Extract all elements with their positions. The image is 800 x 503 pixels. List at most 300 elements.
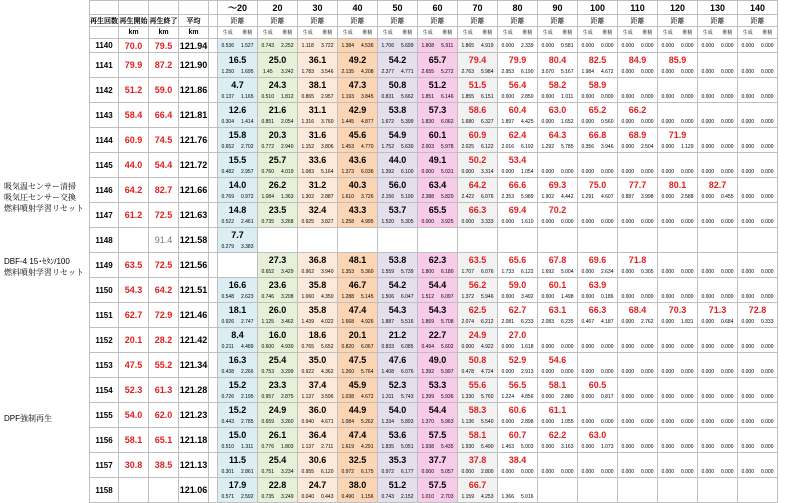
- segment-cell[interactable]: [618, 453, 658, 478]
- segment-cell[interactable]: [298, 128, 338, 153]
- regen-start[interactable]: 62.7: [119, 303, 149, 328]
- segment-cell[interactable]: [738, 378, 778, 403]
- segment-cell[interactable]: [698, 428, 738, 453]
- segment-cell[interactable]: [498, 103, 538, 128]
- segment-cell[interactable]: [338, 428, 378, 453]
- segment-cell[interactable]: [298, 453, 338, 478]
- segment-cell[interactable]: [538, 53, 578, 78]
- regen-end[interactable]: 61.3: [149, 378, 179, 403]
- segment-cell[interactable]: [658, 353, 698, 378]
- segment-cell[interactable]: [738, 53, 778, 78]
- segment-cell[interactable]: [698, 153, 738, 178]
- segment-cell[interactable]: [258, 403, 298, 428]
- segment-cell[interactable]: [578, 353, 618, 378]
- segment-cell[interactable]: [738, 203, 778, 228]
- regen-start[interactable]: 44.0: [119, 153, 149, 178]
- segment-cell[interactable]: [298, 378, 338, 403]
- segment-cell[interactable]: [458, 78, 498, 103]
- segment-cell[interactable]: [458, 378, 498, 403]
- segment-cell[interactable]: [738, 39, 778, 53]
- segment-cell[interactable]: [698, 478, 738, 503]
- regen-end[interactable]: 64.2: [149, 278, 179, 303]
- avg-value[interactable]: 121.42: [179, 328, 209, 353]
- segment-cell[interactable]: [218, 328, 258, 353]
- segment-cell[interactable]: [298, 53, 338, 78]
- segment-cell[interactable]: [698, 203, 738, 228]
- segment-cell[interactable]: [338, 128, 378, 153]
- segment-cell[interactable]: [258, 178, 298, 203]
- segment-cell[interactable]: [498, 153, 538, 178]
- segment-cell[interactable]: [658, 39, 698, 53]
- segment-cell[interactable]: [618, 328, 658, 353]
- segment-cell[interactable]: [458, 278, 498, 303]
- segment-cell[interactable]: [538, 153, 578, 178]
- segment-cell[interactable]: [578, 428, 618, 453]
- regen-start[interactable]: 20.1: [119, 328, 149, 353]
- regen-start[interactable]: 64.2: [119, 178, 149, 203]
- segment-cell[interactable]: [658, 453, 698, 478]
- segment-cell[interactable]: [338, 103, 378, 128]
- segment-cell[interactable]: [258, 253, 298, 278]
- segment-cell[interactable]: [538, 428, 578, 453]
- regen-start[interactable]: 63.5: [119, 253, 149, 278]
- segment-cell[interactable]: [618, 353, 658, 378]
- segment-cell[interactable]: [738, 253, 778, 278]
- segment-cell[interactable]: [658, 253, 698, 278]
- segment-cell[interactable]: [698, 78, 738, 103]
- segment-cell[interactable]: [218, 353, 258, 378]
- segment-cell[interactable]: [218, 253, 258, 278]
- segment-cell[interactable]: [418, 428, 458, 453]
- segment-cell[interactable]: [698, 378, 738, 403]
- avg-value[interactable]: 121.72: [179, 153, 209, 178]
- segment-cell[interactable]: [698, 328, 738, 353]
- segment-cell[interactable]: [218, 203, 258, 228]
- segment-cell[interactable]: [498, 478, 538, 503]
- segment-cell[interactable]: [698, 303, 738, 328]
- segment-cell[interactable]: [698, 353, 738, 378]
- segment-cell[interactable]: [418, 39, 458, 53]
- segment-cell[interactable]: [418, 303, 458, 328]
- segment-cell[interactable]: [218, 478, 258, 503]
- avg-value[interactable]: 121.86: [179, 78, 209, 103]
- segment-cell[interactable]: [498, 378, 538, 403]
- segment-cell[interactable]: [458, 478, 498, 503]
- segment-cell[interactable]: [738, 428, 778, 453]
- segment-cell[interactable]: [338, 53, 378, 78]
- segment-cell[interactable]: [658, 203, 698, 228]
- segment-cell[interactable]: [258, 478, 298, 503]
- segment-cell[interactable]: [338, 303, 378, 328]
- segment-cell[interactable]: [378, 453, 418, 478]
- segment-cell[interactable]: [338, 353, 378, 378]
- segment-cell[interactable]: [738, 128, 778, 153]
- regen-end[interactable]: 59.0: [149, 78, 179, 103]
- segment-cell[interactable]: [618, 178, 658, 203]
- segment-cell[interactable]: [258, 453, 298, 478]
- segment-cell[interactable]: [418, 478, 458, 503]
- segment-cell[interactable]: [378, 478, 418, 503]
- segment-cell[interactable]: [618, 153, 658, 178]
- segment-cell[interactable]: [298, 303, 338, 328]
- segment-cell[interactable]: [498, 328, 538, 353]
- segment-cell[interactable]: [498, 78, 538, 103]
- segment-cell[interactable]: [378, 253, 418, 278]
- segment-cell[interactable]: [658, 378, 698, 403]
- segment-cell[interactable]: [338, 453, 378, 478]
- avg-value[interactable]: 121.13: [179, 453, 209, 478]
- segment-cell[interactable]: [218, 228, 258, 253]
- segment-cell[interactable]: [258, 103, 298, 128]
- segment-cell[interactable]: [578, 303, 618, 328]
- segment-cell[interactable]: [658, 278, 698, 303]
- avg-value[interactable]: 121.28: [179, 378, 209, 403]
- segment-cell[interactable]: [458, 203, 498, 228]
- segment-cell[interactable]: [338, 203, 378, 228]
- segment-cell[interactable]: [298, 103, 338, 128]
- segment-cell[interactable]: [538, 353, 578, 378]
- segment-cell[interactable]: [258, 278, 298, 303]
- segment-cell[interactable]: [298, 228, 338, 253]
- segment-cell[interactable]: [338, 328, 378, 353]
- avg-value[interactable]: 121.23: [179, 403, 209, 428]
- regen-start[interactable]: 61.2: [119, 203, 149, 228]
- segment-cell[interactable]: [698, 103, 738, 128]
- segment-cell[interactable]: [338, 178, 378, 203]
- segment-cell[interactable]: [458, 228, 498, 253]
- segment-cell[interactable]: [658, 303, 698, 328]
- segment-cell[interactable]: [298, 253, 338, 278]
- segment-cell[interactable]: [298, 353, 338, 378]
- avg-value[interactable]: 121.56: [179, 253, 209, 278]
- regen-start[interactable]: [119, 478, 149, 503]
- segment-cell[interactable]: [258, 128, 298, 153]
- avg-value[interactable]: 121.66: [179, 178, 209, 203]
- segment-cell[interactable]: [618, 278, 658, 303]
- segment-cell[interactable]: [218, 453, 258, 478]
- regen-end[interactable]: 65.1: [149, 428, 179, 453]
- segment-cell[interactable]: [578, 478, 618, 503]
- segment-cell[interactable]: [458, 253, 498, 278]
- regen-end[interactable]: 74.5: [149, 128, 179, 153]
- segment-cell[interactable]: [258, 203, 298, 228]
- segment-cell[interactable]: [298, 203, 338, 228]
- segment-cell[interactable]: [258, 153, 298, 178]
- regen-end[interactable]: 38.5: [149, 453, 179, 478]
- segment-cell[interactable]: [498, 178, 538, 203]
- regen-end[interactable]: 62.0: [149, 403, 179, 428]
- segment-cell[interactable]: [378, 178, 418, 203]
- segment-cell[interactable]: [418, 453, 458, 478]
- segment-cell[interactable]: [738, 478, 778, 503]
- segment-cell[interactable]: [458, 453, 498, 478]
- regen-end[interactable]: 72.5: [149, 203, 179, 228]
- segment-cell[interactable]: [418, 328, 458, 353]
- segment-cell[interactable]: [498, 53, 538, 78]
- segment-cell[interactable]: [218, 128, 258, 153]
- segment-cell[interactable]: [498, 253, 538, 278]
- segment-cell[interactable]: [498, 453, 538, 478]
- segment-cell[interactable]: [618, 303, 658, 328]
- avg-value[interactable]: 121.18: [179, 428, 209, 453]
- avg-value[interactable]: 121.90: [179, 53, 209, 78]
- segment-cell[interactable]: [258, 53, 298, 78]
- regen-start[interactable]: 54.3: [119, 278, 149, 303]
- segment-cell[interactable]: [418, 103, 458, 128]
- regen-end[interactable]: 91.4: [149, 228, 179, 253]
- segment-cell[interactable]: [378, 428, 418, 453]
- segment-cell[interactable]: [258, 78, 298, 103]
- segment-cell[interactable]: [218, 39, 258, 53]
- segment-cell[interactable]: [698, 253, 738, 278]
- segment-cell[interactable]: [378, 53, 418, 78]
- segment-cell[interactable]: [738, 353, 778, 378]
- segment-cell[interactable]: [538, 478, 578, 503]
- avg-value[interactable]: 121.46: [179, 303, 209, 328]
- segment-cell[interactable]: [618, 228, 658, 253]
- segment-cell[interactable]: [658, 153, 698, 178]
- segment-cell[interactable]: [498, 403, 538, 428]
- avg-value[interactable]: 121.76: [179, 128, 209, 153]
- regen-start[interactable]: 58.1: [119, 428, 149, 453]
- segment-cell[interactable]: [738, 103, 778, 128]
- segment-cell[interactable]: [458, 328, 498, 353]
- segment-cell[interactable]: [498, 303, 538, 328]
- segment-cell[interactable]: [578, 278, 618, 303]
- segment-cell[interactable]: [218, 103, 258, 128]
- segment-cell[interactable]: [418, 203, 458, 228]
- segment-cell[interactable]: [378, 403, 418, 428]
- segment-cell[interactable]: [738, 78, 778, 103]
- segment-cell[interactable]: [218, 53, 258, 78]
- segment-cell[interactable]: [218, 428, 258, 453]
- segment-cell[interactable]: [738, 178, 778, 203]
- segment-cell[interactable]: [578, 453, 618, 478]
- segment-cell[interactable]: [458, 403, 498, 428]
- segment-cell[interactable]: [258, 428, 298, 453]
- segment-cell[interactable]: [578, 178, 618, 203]
- segment-cell[interactable]: [298, 328, 338, 353]
- segment-cell[interactable]: [378, 78, 418, 103]
- segment-cell[interactable]: [658, 128, 698, 153]
- segment-cell[interactable]: [578, 128, 618, 153]
- segment-cell[interactable]: [578, 403, 618, 428]
- segment-cell[interactable]: [298, 278, 338, 303]
- segment-cell[interactable]: [498, 203, 538, 228]
- segment-cell[interactable]: [498, 39, 538, 53]
- segment-cell[interactable]: [458, 53, 498, 78]
- segment-cell[interactable]: [658, 178, 698, 203]
- segment-cell[interactable]: [418, 128, 458, 153]
- segment-cell[interactable]: [418, 53, 458, 78]
- segment-cell[interactable]: [418, 378, 458, 403]
- segment-cell[interactable]: [258, 39, 298, 53]
- segment-cell[interactable]: [618, 203, 658, 228]
- segment-cell[interactable]: [618, 378, 658, 403]
- segment-cell[interactable]: [538, 228, 578, 253]
- segment-cell[interactable]: [378, 278, 418, 303]
- segment-cell[interactable]: [378, 228, 418, 253]
- regen-end[interactable]: 87.2: [149, 53, 179, 78]
- segment-cell[interactable]: [578, 228, 618, 253]
- segment-cell[interactable]: [338, 278, 378, 303]
- regen-start[interactable]: [119, 228, 149, 253]
- segment-cell[interactable]: [738, 228, 778, 253]
- segment-cell[interactable]: [298, 178, 338, 203]
- segment-cell[interactable]: [538, 378, 578, 403]
- segment-cell[interactable]: [698, 178, 738, 203]
- segment-cell[interactable]: [738, 453, 778, 478]
- segment-cell[interactable]: [698, 278, 738, 303]
- segment-cell[interactable]: [418, 178, 458, 203]
- segment-cell[interactable]: [338, 153, 378, 178]
- segment-cell[interactable]: [338, 478, 378, 503]
- segment-cell[interactable]: [338, 403, 378, 428]
- regen-end[interactable]: 66.4: [149, 103, 179, 128]
- segment-cell[interactable]: [618, 128, 658, 153]
- segment-cell[interactable]: [578, 328, 618, 353]
- segment-cell[interactable]: [418, 253, 458, 278]
- segment-cell[interactable]: [498, 128, 538, 153]
- avg-value[interactable]: 121.58: [179, 228, 209, 253]
- segment-cell[interactable]: [618, 53, 658, 78]
- segment-cell[interactable]: [458, 178, 498, 203]
- segment-cell[interactable]: [698, 128, 738, 153]
- segment-cell[interactable]: [698, 228, 738, 253]
- regen-end[interactable]: 72.5: [149, 253, 179, 278]
- segment-cell[interactable]: [418, 353, 458, 378]
- segment-cell[interactable]: [258, 328, 298, 353]
- regen-start[interactable]: 58.4: [119, 103, 149, 128]
- segment-cell[interactable]: [538, 453, 578, 478]
- segment-cell[interactable]: [658, 228, 698, 253]
- segment-cell[interactable]: [698, 39, 738, 53]
- segment-cell[interactable]: [618, 428, 658, 453]
- segment-cell[interactable]: [298, 403, 338, 428]
- segment-cell[interactable]: [618, 403, 658, 428]
- segment-cell[interactable]: [338, 39, 378, 53]
- segment-cell[interactable]: [258, 228, 298, 253]
- avg-value[interactable]: 121.63: [179, 203, 209, 228]
- segment-cell[interactable]: [578, 203, 618, 228]
- segment-cell[interactable]: [418, 228, 458, 253]
- segment-cell[interactable]: [578, 39, 618, 53]
- segment-cell[interactable]: [378, 203, 418, 228]
- segment-cell[interactable]: [538, 303, 578, 328]
- segment-cell[interactable]: [538, 178, 578, 203]
- segment-cell[interactable]: [218, 178, 258, 203]
- segment-cell[interactable]: [338, 378, 378, 403]
- segment-cell[interactable]: [218, 378, 258, 403]
- segment-cell[interactable]: [218, 153, 258, 178]
- segment-cell[interactable]: [538, 78, 578, 103]
- regen-end[interactable]: [149, 478, 179, 503]
- segment-cell[interactable]: [658, 53, 698, 78]
- segment-cell[interactable]: [378, 353, 418, 378]
- regen-end[interactable]: 82.7: [149, 178, 179, 203]
- segment-cell[interactable]: [578, 153, 618, 178]
- regen-end[interactable]: 55.2: [149, 353, 179, 378]
- segment-cell[interactable]: [378, 39, 418, 53]
- segment-cell[interactable]: [658, 328, 698, 353]
- segment-cell[interactable]: [658, 403, 698, 428]
- segment-cell[interactable]: [458, 39, 498, 53]
- avg-value[interactable]: 121.34: [179, 353, 209, 378]
- segment-cell[interactable]: [338, 253, 378, 278]
- segment-cell[interactable]: [298, 78, 338, 103]
- segment-cell[interactable]: [458, 303, 498, 328]
- segment-cell[interactable]: [538, 253, 578, 278]
- segment-cell[interactable]: [418, 153, 458, 178]
- segment-cell[interactable]: [258, 378, 298, 403]
- segment-cell[interactable]: [618, 253, 658, 278]
- avg-value[interactable]: 121.81: [179, 103, 209, 128]
- segment-cell[interactable]: [498, 228, 538, 253]
- segment-cell[interactable]: [298, 478, 338, 503]
- segment-cell[interactable]: [418, 403, 458, 428]
- segment-cell[interactable]: [458, 128, 498, 153]
- segment-cell[interactable]: [618, 78, 658, 103]
- regen-end[interactable]: 54.4: [149, 153, 179, 178]
- segment-cell[interactable]: [298, 39, 338, 53]
- segment-cell[interactable]: [618, 478, 658, 503]
- segment-cell[interactable]: [658, 428, 698, 453]
- segment-cell[interactable]: [738, 153, 778, 178]
- regen-start[interactable]: 60.9: [119, 128, 149, 153]
- avg-value[interactable]: 121.06: [179, 478, 209, 503]
- segment-cell[interactable]: [218, 78, 258, 103]
- segment-cell[interactable]: [578, 253, 618, 278]
- segment-cell[interactable]: [498, 428, 538, 453]
- segment-cell[interactable]: [418, 278, 458, 303]
- segment-cell[interactable]: [218, 278, 258, 303]
- segment-cell[interactable]: [258, 353, 298, 378]
- segment-cell[interactable]: [298, 428, 338, 453]
- segment-cell[interactable]: [538, 128, 578, 153]
- segment-cell[interactable]: [378, 303, 418, 328]
- segment-cell[interactable]: [658, 103, 698, 128]
- segment-cell[interactable]: [378, 328, 418, 353]
- segment-cell[interactable]: [698, 403, 738, 428]
- regen-start[interactable]: 54.0: [119, 403, 149, 428]
- segment-cell[interactable]: [458, 103, 498, 128]
- segment-cell[interactable]: [378, 128, 418, 153]
- segment-cell[interactable]: [578, 378, 618, 403]
- segment-cell[interactable]: [458, 428, 498, 453]
- segment-cell[interactable]: [338, 228, 378, 253]
- segment-cell[interactable]: [538, 403, 578, 428]
- regen-start[interactable]: 79.9: [119, 53, 149, 78]
- avg-value[interactable]: 121.51: [179, 278, 209, 303]
- segment-cell[interactable]: [378, 378, 418, 403]
- segment-cell[interactable]: [418, 78, 458, 103]
- segment-cell[interactable]: [538, 278, 578, 303]
- segment-cell[interactable]: [658, 478, 698, 503]
- regen-end[interactable]: 72.9: [149, 303, 179, 328]
- segment-cell[interactable]: [498, 353, 538, 378]
- regen-start[interactable]: 30.8: [119, 453, 149, 478]
- segment-cell[interactable]: [738, 403, 778, 428]
- segment-cell[interactable]: [738, 278, 778, 303]
- segment-cell[interactable]: [218, 403, 258, 428]
- regen-start[interactable]: 52.3: [119, 378, 149, 403]
- segment-cell[interactable]: [738, 303, 778, 328]
- segment-cell[interactable]: [578, 103, 618, 128]
- segment-cell[interactable]: [458, 153, 498, 178]
- segment-cell[interactable]: [538, 203, 578, 228]
- segment-cell[interactable]: [578, 78, 618, 103]
- segment-cell[interactable]: [338, 78, 378, 103]
